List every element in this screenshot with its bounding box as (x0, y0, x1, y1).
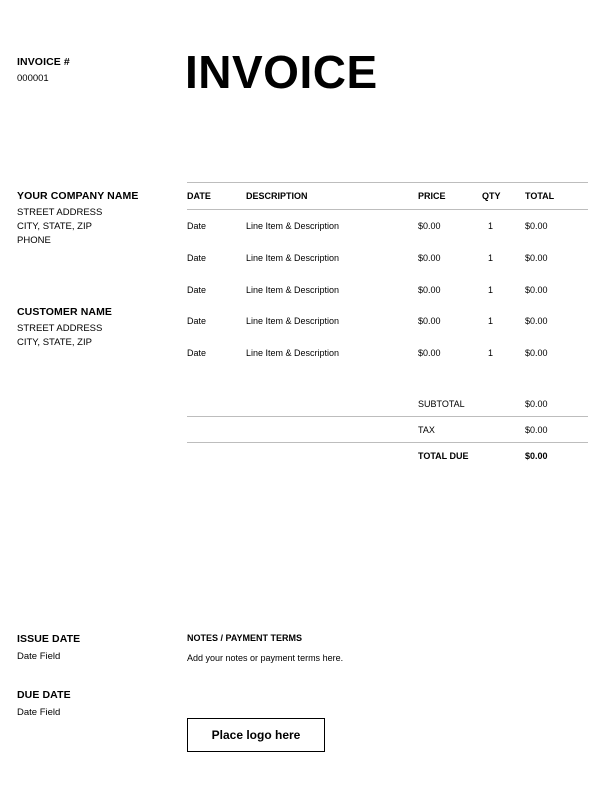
summary-divider (187, 416, 588, 417)
row-qty: 1 (488, 252, 494, 263)
row-total: $0.00 (525, 316, 548, 327)
customer-city: CITY, STATE, ZIP (17, 337, 92, 348)
row-price: $0.00 (418, 252, 441, 263)
logo-placeholder-text: Place logo here (211, 728, 301, 742)
company-phone: PHONE (17, 235, 51, 246)
company-city: CITY, STATE, ZIP (17, 221, 92, 232)
total-due-label: TOTAL DUE (418, 451, 469, 461)
invoice-number-label: INVOICE # (17, 56, 70, 68)
row-date: Date (187, 316, 207, 327)
row-price: $0.00 (418, 221, 441, 231)
customer-name: CUSTOMER NAME (17, 306, 113, 318)
header-total: TOTAL (525, 191, 555, 201)
tax-value: $0.00 (525, 425, 548, 435)
total-due-value: $0.00 (525, 451, 548, 461)
issue-date-value: Date Field (17, 651, 61, 662)
row-price: $0.00 (418, 348, 441, 359)
issue-date-label: ISSUE DATE (17, 633, 81, 645)
row-total: $0.00 (525, 221, 548, 231)
row-description: Line Item & Description (246, 221, 340, 231)
row-price: $0.00 (418, 316, 441, 327)
header-price: PRICE (418, 191, 446, 201)
row-total: $0.00 (525, 348, 548, 359)
summary-divider (187, 442, 588, 443)
table-row (187, 242, 588, 274)
row-description: Line Item & Description (246, 284, 340, 295)
customer-street: STREET ADDRESS (17, 323, 103, 334)
row-total: $0.00 (525, 252, 548, 263)
header-qty: QTY (482, 191, 501, 201)
invoice-title: INVOICE (185, 46, 378, 98)
company-name: YOUR COMPANY NAME (17, 190, 139, 202)
row-description: Line Item & Description (246, 316, 340, 327)
line-items-table (187, 182, 588, 369)
table-header (187, 182, 588, 210)
row-date: Date (187, 348, 207, 359)
row-qty: 1 (488, 316, 494, 327)
company-street: STREET ADDRESS (17, 207, 103, 218)
row-date: Date (187, 221, 207, 231)
table-row (187, 337, 588, 369)
due-date-label: DUE DATE (17, 689, 71, 701)
row-total: $0.00 (525, 284, 548, 295)
due-date-value: Date Field (17, 707, 61, 718)
table-row (187, 274, 588, 306)
row-qty: 1 (488, 284, 494, 295)
notes-label: NOTES / PAYMENT TERMS (187, 633, 303, 643)
notes-text: Add your notes or payment terms here. (187, 653, 344, 663)
tax-label: TAX (418, 425, 435, 435)
invoice-number: 000001 (17, 73, 49, 84)
row-date: Date (187, 284, 207, 295)
table-row (187, 210, 588, 242)
row-description: Line Item & Description (246, 348, 340, 359)
row-date: Date (187, 252, 207, 263)
header-description: DESCRIPTION (246, 191, 308, 201)
subtotal-value: $0.00 (525, 399, 548, 409)
row-qty: 1 (488, 348, 494, 359)
header-date: DATE (187, 191, 211, 201)
logo-placeholder (187, 718, 325, 752)
table-row (187, 305, 588, 337)
row-qty: 1 (488, 221, 494, 231)
subtotal-label: SUBTOTAL (418, 399, 465, 409)
row-price: $0.00 (418, 284, 441, 295)
row-description: Line Item & Description (246, 252, 340, 263)
